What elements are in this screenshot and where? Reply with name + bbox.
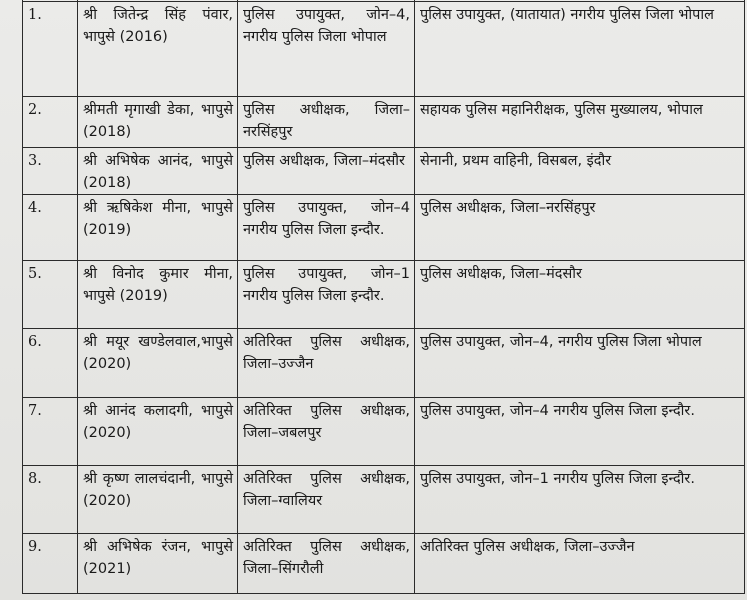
- serial-number-cell: 7.: [23, 398, 78, 466]
- table-row: [23, 534, 745, 594]
- new-posting-cell: अतिरिक्त पुलिस अधीक्षक, जिला–उज्जैन: [415, 534, 745, 594]
- new-posting-cell: पुलिस उपायुक्त, जोन–4, नगरीय पुलिस जिला भोपाल: [415, 329, 745, 398]
- current-posting-cell: पुलिस उपायुक्त, जोन–4 नगरीय पुलिस जिला इन्दौर.: [238, 195, 415, 261]
- officer-name-cell: श्री विनोद कुमार मीना, भापुसे (2019): [78, 261, 238, 329]
- new-posting-cell: पुलिस उपायुक्त, जोन–1 नगरीय पुलिस जिला इन्दौर.: [415, 466, 745, 534]
- new-posting-cell: सहायक पुलिस महानिरीक्षक, पुलिस मुख्यालय, भोपाल: [415, 97, 745, 148]
- current-posting-cell: अतिरिक्त पुलिस अधीक्षक, जिला–ग्वालियर: [238, 466, 415, 534]
- current-posting-cell: पुलिस उपायुक्त, जोन–4, नगरीय पुलिस जिला भोपाल: [238, 2, 415, 97]
- officer-name-cell: श्रीमती मृगाखी डेका, भापुसे (2018): [78, 97, 238, 148]
- table-row: [23, 97, 745, 148]
- table-row: [23, 466, 745, 534]
- table-row: [23, 195, 745, 261]
- officer-name-cell: श्री जितेन्द्र सिंह पंवार, भापुसे (2016): [78, 2, 238, 97]
- officer-name-cell: श्री ऋषिकेश मीना, भापुसे (2019): [78, 195, 238, 261]
- new-posting-cell: पुलिस उपायुक्त, जोन–4 नगरीय पुलिस जिला इन्दौर.: [415, 398, 745, 466]
- officer-name-cell: श्री मयूर खण्डेलवाल,भापुसे (2020): [78, 329, 238, 398]
- serial-number-cell: 9.: [23, 534, 78, 594]
- current-posting-cell: अतिरिक्त पुलिस अधीक्षक, जिला–जबलपुर: [238, 398, 415, 466]
- new-posting-cell: पुलिस अधीक्षक, जिला–मंदसौर: [415, 261, 745, 329]
- table-row: [23, 2, 745, 97]
- new-posting-cell: सेनानी, प्रथम वाहिनी, विसबल, इंदौर: [415, 148, 745, 195]
- serial-number-cell: 1.: [23, 2, 78, 97]
- table-row: [23, 329, 745, 398]
- serial-number-cell: 2.: [23, 97, 78, 148]
- serial-number-cell: 3.: [23, 148, 78, 195]
- serial-number-cell: 4.: [23, 195, 78, 261]
- new-posting-cell: पुलिस उपायुक्त, (यातायात) नगरीय पुलिस जिला भोपाल: [415, 2, 745, 97]
- serial-number-cell: 8.: [23, 466, 78, 534]
- table-row: [23, 398, 745, 466]
- table-row: [23, 261, 745, 329]
- officer-name-cell: श्री अभिषेक आनंद, भापुसे (2018): [78, 148, 238, 195]
- current-posting-cell: अतिरिक्त पुलिस अधीक्षक, जिला–सिंगरौली: [238, 534, 415, 594]
- new-posting-cell: पुलिस अधीक्षक, जिला–नरसिंहपुर: [415, 195, 745, 261]
- officer-name-cell: श्री अभिषेक रंजन, भापुसे (2021): [78, 534, 238, 594]
- current-posting-cell: अतिरिक्त पुलिस अधीक्षक, जिला–उज्जैन: [238, 329, 415, 398]
- transfer-table: [22, 0, 745, 594]
- serial-number-cell: 6.: [23, 329, 78, 398]
- officer-name-cell: श्री आनंद कलादगी, भापुसे (2020): [78, 398, 238, 466]
- current-posting-cell: पुलिस उपायुक्त, जोन–1 नगरीय पुलिस जिला इन्दौर.: [238, 261, 415, 329]
- officer-name-cell: श्री कृष्ण लालचंदानी, भापुसे (2020): [78, 466, 238, 534]
- current-posting-cell: पुलिस अधीक्षक, जिला–नरसिंहपुर: [238, 97, 415, 148]
- table-row: [23, 148, 745, 195]
- serial-number-cell: 5.: [23, 261, 78, 329]
- current-posting-cell: पुलिस अधीक्षक, जिला–मंदसौर: [238, 148, 415, 195]
